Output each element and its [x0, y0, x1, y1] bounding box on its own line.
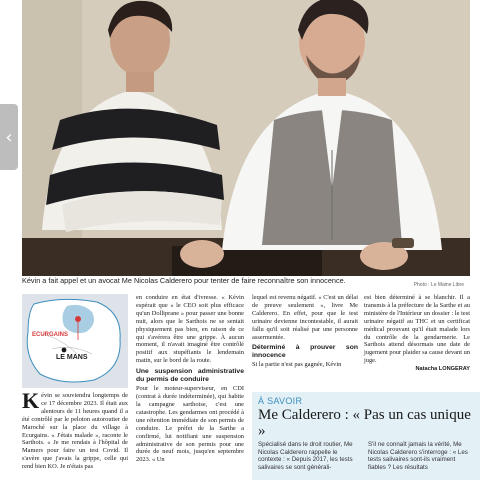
location-map: [22, 294, 128, 388]
info-box-title: Me Calderero : « Pas un cas unique »: [258, 407, 471, 439]
article-column-2: [136, 294, 244, 464]
article-column-3: [252, 294, 358, 369]
article-column-1: [22, 388, 128, 471]
subheading-suspension: Une suspension administrative du permis de conduire: [136, 368, 244, 384]
photo-caption: Kévin a fait appel et un avocat Me Nicolas Calderero pour tenter de faire reconnaître son innocence.: [22, 276, 346, 285]
info-box-label: À SAVOIR: [258, 396, 303, 406]
map-label-town: ECURGAINS: [32, 332, 69, 338]
map-label-city: LE MANS: [56, 354, 88, 361]
photo-illustration: [22, 0, 470, 276]
dropcap: K: [22, 388, 40, 413]
column-3-text-1: lequel est revenu négatif. « C'est un délai de preuve seulement », livre Me Calderero. En effet, pour que le test urinaire devienne incontestable, il aurait fallu qu'il soit réalisé par une personne assermentée.: [252, 294, 358, 341]
photo-credit: Photo : Le Maine Libre: [413, 282, 464, 288]
column-2-text-1: en conduire en état d'ivresse. « Kévin espérait que « le CEO soit plus efficace qu'un Dolliprane » pour passer une bonne nuit, alors que le Sarthois ne se sentait physiquement pas bien, en raison de ce qui s'avérera être une grippe. À aucun moment, il n'avait imaginé être contrôlé positif aux stupéfiants le lendemain matin, sur le bord de la route.: [136, 294, 244, 365]
side-tab-button[interactable]: [0, 104, 18, 170]
column-3-text-2: Si la partie n'est pas gagnée, Kévin: [252, 361, 342, 369]
info-box-text-left: Spécialisé dans le droit routier, Me Nicolas Calderero rappelle le contexte : « Depuis 2017, les tests salivaires se sont générali-: [258, 441, 353, 472]
author-signature: Natacha LONGERAY: [415, 366, 470, 373]
column-2-text-2: Pour le moteur-superviseur, en CDI (contrat à durée indéterminée), qui habite la campagne sarthoise, c'est une catastrophe. Les gendarmes ont procédé à une rétention immédiate de son permis de conduire. Le préfet de la Sarthe a confirmé, lui notifiant une suspension administrative de son permis pour une durée de neuf mois, jusqu'en septembre 2023. « Un: [136, 385, 244, 464]
chevron-left-icon: ‹: [5, 126, 13, 148]
article-column-4: [364, 294, 470, 374]
info-box-text-right: S'il ne connaît jamais la vérité, Me Nicolas Calderero s'interroge : « Les tests salivaires sont-ils vraiment fiables ? Les résultats: [368, 441, 468, 472]
subheading-innocence: Déterminé à prouver son innocence: [252, 344, 358, 360]
map-illustration: [22, 294, 128, 388]
column-4-text: est bien déterminé à se blanchir. Il a transmis à la préfecture de la Sarthe et au ministère de l'Intérieur un dossier : le test urinaire négatif au THC et un certificat médical prouvant qu'il était malade lors du contrôle de la gendarmerie. Le Sarthois attend désormais une date de jugement pour plaider sa cause devant un juge.: [364, 294, 470, 365]
info-box: [252, 392, 480, 480]
column-1-text: évin se souviendra longtemps de ce 17 décembre 2023. Il était aux alentours de 11 heures quand il a été contrôlé par le peloton autoroutier de Maroché sur la place du village à Ecurgains. « J'étais malade », raconte le Sarthois. « Je me rendais à l'hôpital de Mamers pour faire un test Covid. Il s'avère que j'avais la grippe, celle qui rend bien KO. Je n'étais pas: [22, 392, 128, 471]
